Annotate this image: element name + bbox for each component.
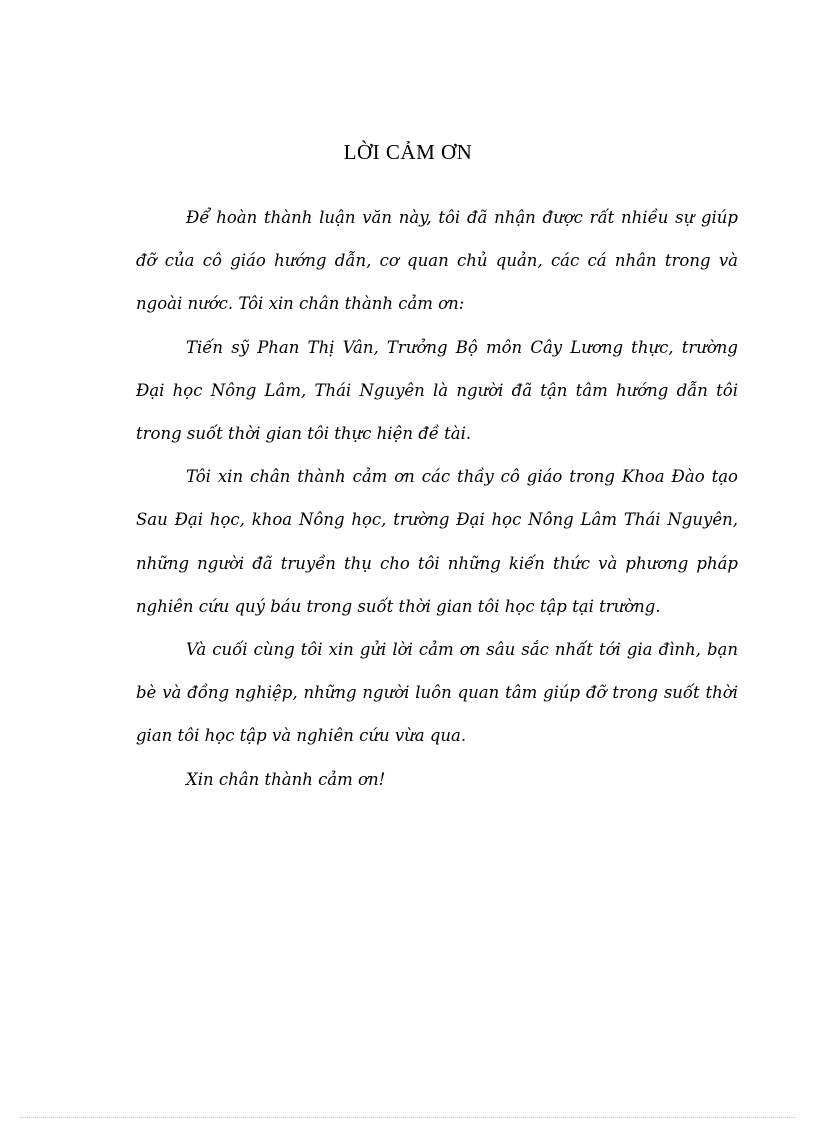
acknowledgement-body	[136, 196, 738, 801]
page-bottom-divider	[20, 1117, 796, 1118]
paragraph-faculty: Tôi xin chân thành cảm ơn các thầy cô giáo trong Khoa Đào tạo Sau Đại học, khoa Nông học, trường Đại học Nông Lâm Thái Nguyên, những người đã truyền thụ cho tôi những kiến thức và phương pháp nghiên cứu quý báu trong suốt thời gian tôi học tập tại trường.	[136, 467, 738, 616]
page-title: LỜI CẢM ƠN	[343, 140, 473, 164]
paragraph-family: Và cuối cùng tôi xin gửi lời cảm ơn sâu sắc nhất tới gia đình, bạn bè và đồng nghiệp, những người luôn quan tâm giúp đỡ trong suốt thời gian tôi học tập và nghiên cứu vừa qua.	[136, 640, 738, 746]
paragraph-supervisor: Tiến sỹ Phan Thị Vân, Trưởng Bộ môn Cây Lương thực, trường Đại học Nông Lâm, Thái Nguyên là người đã tận tâm hướng dẫn tôi trong suốt thời gian tôi thực hiện đề tài.	[136, 337, 738, 444]
paragraph-closing: Xin chân thành cảm ơn!	[186, 769, 386, 789]
paragraph-intro: Để hoàn thành luận văn này, tôi đã nhận được rất nhiều sự giúp đỡ của cô giáo hướng dẫn, cơ quan chủ quản, các cá nhân trong và ngoài nước. Tôi xin chân thành cảm ơn:	[136, 208, 738, 314]
